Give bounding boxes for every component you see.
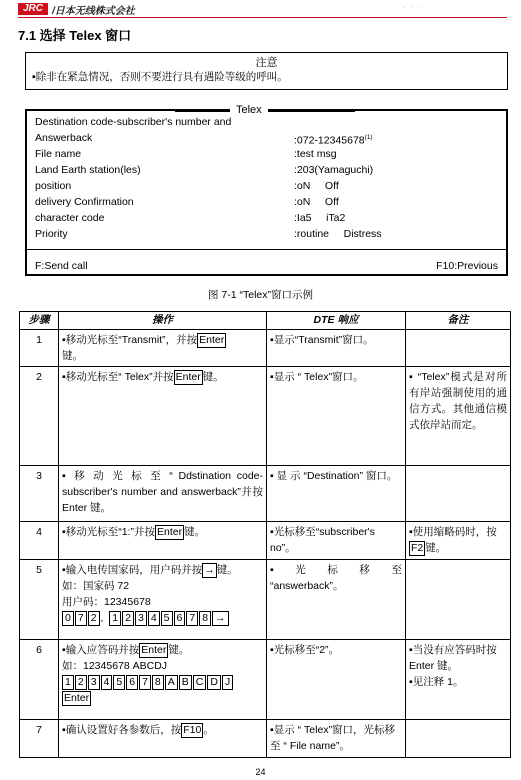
key-cap: D — [207, 675, 221, 690]
telex-field-value[interactable]: :oN Off — [294, 180, 339, 192]
enter-key: Enter — [175, 371, 201, 383]
response-cell: ▪ 显 示 “Destination” 窗口。 — [267, 466, 406, 522]
key-cap: 2 — [122, 611, 134, 626]
step-number: 2 — [20, 367, 59, 466]
table-row — [20, 640, 511, 720]
key-cap: 7 — [75, 611, 87, 626]
response-cell: ▪光标移至“subscriber's no”。 — [267, 522, 406, 560]
response-cell: ▪显示 “ Telex”窗口，光标移至 “ File name”。 — [267, 720, 406, 758]
note-cell — [406, 720, 511, 758]
key-cap: 8 — [199, 611, 211, 626]
col-header-remarks: 备注 — [406, 312, 511, 330]
key-cap: 6 — [174, 611, 186, 626]
arrow-key: → — [204, 564, 215, 576]
key-cap: 7 — [139, 675, 151, 690]
telex-window-title: Telex — [230, 102, 268, 118]
key-cap: 2 — [75, 675, 87, 690]
key-cap: 3 — [135, 611, 147, 626]
telex-field-value[interactable]: :203(Yamaguchi) — [294, 164, 374, 176]
section-title: 7.1 选择 Telex 窗口 — [18, 28, 132, 43]
table-row — [20, 720, 511, 758]
note-cell: ▪ “Telex”模式是对所有岸站强制使用的通信方式。其他通信模式依岸站而定。 — [406, 367, 511, 466]
key-cap: C — [193, 675, 207, 690]
operation-cell: ▪移动光标至“Transmit”，并按 Enter 键。 — [59, 330, 267, 367]
send-call-key[interactable]: F:Send call — [35, 260, 88, 272]
operation-cell: ▪确认设置好各参数后，按 F10 。 — [59, 720, 267, 758]
note-cell — [406, 330, 511, 367]
table-row — [20, 522, 511, 560]
step-number: 6 — [20, 640, 59, 720]
table-header-row — [20, 312, 511, 330]
enter-key: Enter — [156, 526, 183, 538]
telex-field-value[interactable]: :test msg — [294, 148, 337, 160]
key-cap: 7 — [186, 611, 198, 626]
telex-field-label: File name — [35, 148, 82, 160]
enter-key: Enter — [64, 692, 90, 704]
step-number: 3 — [20, 466, 59, 522]
col-header-operation: 操作 — [59, 312, 267, 330]
key-sequence — [62, 676, 234, 688]
key-sequence: 0 7 2 , 1 2 3 4 5 6 7 8 → — [62, 612, 230, 624]
f10-key: F10 — [183, 724, 202, 736]
step-number: 5 — [20, 560, 59, 640]
key-cap: 4 — [101, 675, 113, 690]
key-cap: 5 — [161, 611, 173, 626]
operation-cell: ▪输入应答码并按 Enter 键。 如：12345678 ABCDJ 1 2 3 4 5 6 7 8 A B C D J Enter — [59, 640, 267, 720]
step-number: 4 — [20, 522, 59, 560]
notice-box — [25, 52, 508, 90]
telex-footer-divider — [27, 249, 506, 250]
telex-field-value[interactable]: :routine Distress — [294, 228, 382, 240]
operation-cell: ▪移动光标至“1:”并按 Enter 键。 — [59, 522, 267, 560]
step-number: 7 — [20, 720, 59, 758]
telex-field-label: position — [35, 180, 72, 192]
key-cap: B — [179, 675, 192, 690]
enter-key: Enter — [199, 334, 225, 346]
enter-key: Enter — [141, 644, 167, 656]
table-row — [20, 367, 511, 466]
key-cap: 1 — [109, 611, 121, 626]
note-cell: ▪使用缩略码时，按F2 键。 — [406, 522, 511, 560]
telex-window — [25, 104, 508, 276]
notice-body: ▪除非在紧急情况，否则不要进行具有遇险等级的呼叫。 — [32, 71, 288, 83]
telex-field-label: Priority — [35, 228, 68, 240]
col-header-step: 步骤 — [20, 312, 59, 330]
f2-key: F2 — [411, 542, 424, 554]
previous-key[interactable]: F10:Previous — [436, 260, 498, 272]
response-cell: ▪光标移至“2”。 — [267, 640, 406, 720]
key-cap: 4 — [148, 611, 160, 626]
note-cell — [406, 560, 511, 640]
notice-title: 注意 — [255, 57, 278, 69]
key-cap: 1 — [62, 675, 74, 690]
key-cap: J — [222, 675, 233, 690]
operation-cell: ▪移动光标至“ Telex”并按 Enter 键。 — [59, 367, 267, 466]
response-cell: ▪显示“Transmit”窗口。 — [267, 330, 406, 367]
telex-field-label: character code — [35, 212, 105, 224]
key-cap: 3 — [88, 675, 100, 690]
key-cap: 8 — [152, 675, 164, 690]
operation-cell: ▪ 移 动 光 标 至 “ Ddstination code-subscriber's number and answerback”并按 Enter 键。 — [59, 466, 267, 522]
operation-cell: ▪输入电传国家码，用户码并按 → 键。 如：国家码 72 用户码：12345678 0 7 2 , 1 2 3 4 5 6 7 8 → — [59, 560, 267, 640]
table-row — [20, 330, 511, 367]
page-header — [0, 0, 521, 18]
response-cell: ▪ 光 标 移 至 “answerback”。 — [267, 560, 406, 640]
telex-field-value[interactable]: :Ia5 iTa2 — [294, 212, 346, 224]
key-cap: → — [212, 611, 229, 626]
key-cap: 2 — [88, 611, 100, 626]
header-rule — [18, 17, 507, 18]
response-cell: ▪显示 “ Telex”窗口。 — [267, 367, 406, 466]
header-dots: · · · — [402, 3, 425, 12]
table-row — [20, 560, 511, 640]
key-cap: 6 — [126, 675, 138, 690]
telex-field-label: delivery Confirmation — [35, 196, 134, 208]
col-header-dte-response: DTE 响应 — [267, 312, 406, 330]
telex-field-value[interactable]: :072-12345678$^{(1)}$ — [294, 134, 373, 147]
page-number: 24 — [255, 767, 266, 777]
note-cell: ▪当没有应答码时按 Enter 键。 ▪见注释 1。 — [406, 640, 511, 720]
figure-caption: 图 7-1 “Telex”窗口示例 — [207, 289, 313, 301]
company-name: /日本无线株式会社 — [52, 6, 135, 17]
steps-table — [19, 311, 511, 758]
key-cap: A — [165, 675, 178, 690]
note-cell — [406, 466, 511, 522]
table-row — [20, 466, 511, 522]
telex-field-label: Answerback — [35, 132, 93, 144]
jrc-logo: JRC — [18, 3, 48, 15]
telex-field-value[interactable]: :oN Off — [294, 196, 339, 208]
telex-field-label: Destination code-subscriber's number and — [35, 116, 232, 128]
key-cap: 5 — [113, 675, 125, 690]
telex-field-label: Land Earth station(les) — [35, 164, 141, 176]
key-cap: 0 — [62, 611, 74, 626]
step-number: 1 — [20, 330, 59, 367]
